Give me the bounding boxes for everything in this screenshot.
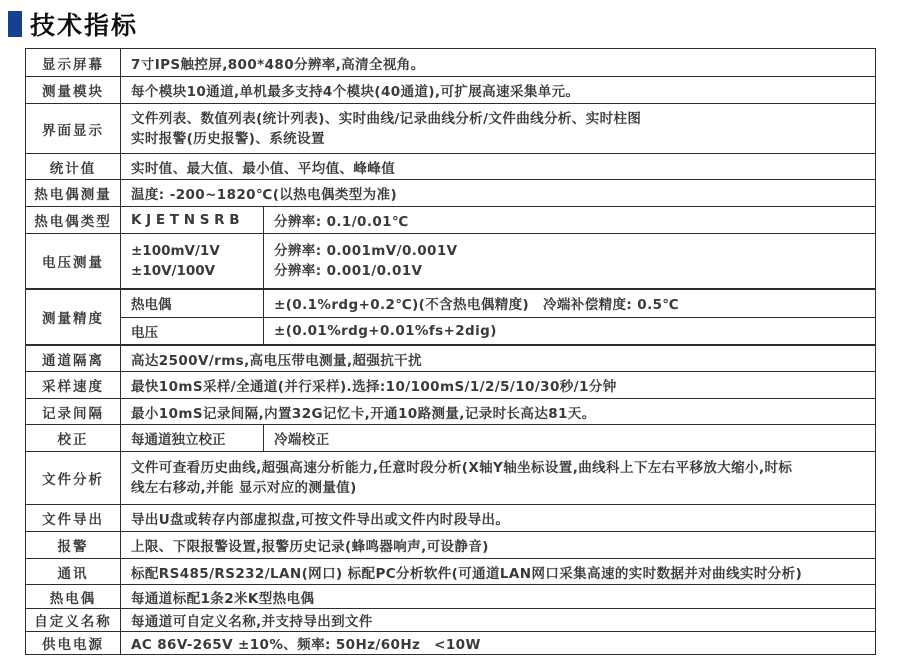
- row-value: 7寸IPS触控屏,800*480分辨率,高清全视角。: [131, 56, 425, 73]
- table-row-custom-name: [26, 608, 875, 631]
- table-row-file-analysis: [26, 451, 875, 504]
- page-title: 技术指标: [30, 11, 139, 40]
- row-label: 显示屏幕: [26, 49, 121, 76]
- table-row-alarm: [26, 531, 875, 558]
- row-cell2: 分辨率: 0.1/0.01℃: [274, 214, 409, 230]
- row-value: 每个模块10通道,单机最多支持4个模块(40通道),可扩展高速采集单元。: [131, 84, 580, 100]
- table-row-file-export: [26, 504, 875, 531]
- subrow-label: 电压: [121, 318, 264, 345]
- row-value: 高达2500V/rms,高电压带电测量,超强抗干扰: [131, 352, 422, 369]
- table-row-accuracy: [26, 288, 875, 344]
- row-cell2-line2: 分辨率: 0.001/0.01V: [274, 263, 423, 279]
- row-label: 热电偶测量: [26, 180, 121, 206]
- table-row-communication: [26, 558, 875, 584]
- row-label: 报警: [26, 532, 121, 558]
- row-value: AC 86V-265V ±10%、频率: 50Hz/60Hz <10W: [131, 637, 481, 653]
- row-value-line1: 文件可查看历史曲线,超强高速分析能力,任意时段分析(X轴Y轴坐标设置,曲线科上下左右平移放大缩小,时标: [131, 460, 793, 476]
- section-header: [8, 6, 138, 42]
- subrow-value: ±(0.01%rdg+0.01%fs+2dig): [274, 322, 497, 339]
- table-row-thermocouple-included: [26, 584, 875, 608]
- row-cell1-line2: ±10V/100V: [131, 263, 216, 279]
- row-value-line2: 实时报警(历史报警)、系统设置: [131, 130, 325, 147]
- row-value-line2: 线左右移动,并能 显示对应的测量值): [131, 480, 357, 496]
- row-value-line1: 文件列表、数值列表(统计列表)、实时曲线/记录曲线分析/文件曲线分析、实时柱图: [131, 110, 642, 127]
- accuracy-subrow-thermocouple: [121, 290, 875, 317]
- row-label: 界面显示: [26, 104, 121, 153]
- row-cell2-line1: 分辨率: 0.001mV/0.001V: [274, 243, 458, 259]
- table-row-display-screen: [26, 49, 875, 76]
- row-label: 通讯: [26, 559, 121, 584]
- table-row-channel-isolation: [26, 344, 875, 371]
- row-cell2: [264, 234, 875, 288]
- table-row-thermocouple-type: [26, 206, 875, 233]
- table-row-calibration: [26, 424, 875, 451]
- table-row-thermocouple-measure: [26, 179, 875, 206]
- row-label: 记录间隔: [26, 399, 121, 424]
- table-row-measure-module: [26, 76, 875, 103]
- row-value: 最小10mS记录间隔,内置32G记忆卡,开通10路测量,记录时长高达81天。: [131, 405, 596, 422]
- row-label: 统计值: [26, 154, 121, 179]
- row-value: 每通道标配1条2米K型热电偶: [131, 590, 315, 607]
- subrow-value: ±(0.1%rdg+0.2℃)(不含热电偶精度) 冷端补偿精度: 0.5℃: [274, 297, 680, 314]
- spec-table: [25, 48, 876, 655]
- row-label: 通道隔离: [26, 346, 121, 371]
- row-label: 文件导出: [26, 505, 121, 531]
- row-cell1: [121, 234, 264, 288]
- row-label: 热电偶类型: [26, 207, 121, 233]
- table-row-voltage-measure: [26, 233, 875, 288]
- table-row-interface-display: [26, 103, 875, 153]
- row-label: 自定义名称: [26, 609, 121, 631]
- subrow-label: 热电偶: [121, 290, 264, 317]
- accuracy-subrow-voltage: [121, 317, 875, 345]
- row-value: 最快10mS采样/全通道(并行采样).选择:10/100mS/1/2/5/10/30秒/1分钟: [131, 379, 617, 395]
- row-label: 采样速度: [26, 372, 121, 398]
- row-label: 校正: [26, 425, 121, 451]
- row-cell1: 每通道独立校正: [121, 425, 264, 451]
- row-label: 供电电源: [26, 632, 121, 654]
- row-label: 测量精度: [26, 290, 121, 344]
- row-cell2: 冷端校正: [274, 432, 330, 448]
- row-label: 测量模块: [26, 77, 121, 103]
- row-value: 导出U盘或转存内部虚拟盘,可按文件导出或文件内时段导出。: [131, 512, 510, 528]
- accuracy-subtable: [121, 290, 875, 344]
- blue-accent-marker: [8, 11, 22, 37]
- row-value: 上限、下限报警设置,报警历史记录(蜂鸣器响声,可设静音): [131, 539, 489, 555]
- row-value: 标配RS485/RS232/LAN(网口) 标配PC分析软件(可通道LAN网口采集高速的实时数据并对曲线实时分析): [131, 565, 803, 582]
- row-cell1-line1: ±100mV/1V: [131, 243, 220, 259]
- row-label: 热电偶: [26, 585, 121, 608]
- row-label: 电压测量: [26, 234, 121, 288]
- row-value: [121, 452, 875, 504]
- row-value: [121, 104, 875, 153]
- row-value: 温度: -200~1820℃(以热电偶类型为准): [131, 187, 398, 203]
- table-row-sampling-speed: [26, 371, 875, 398]
- row-cell1: K J E T N S R B: [121, 207, 264, 233]
- table-row-statistics: [26, 153, 875, 179]
- table-row-power-supply: [26, 631, 875, 654]
- row-value: 每通道可自定义名称,并支持导出到文件: [131, 614, 373, 630]
- row-value: 实时值、最大值、最小值、平均值、峰峰值: [131, 160, 396, 177]
- table-row-record-interval: [26, 398, 875, 424]
- row-label: 文件分析: [26, 452, 121, 504]
